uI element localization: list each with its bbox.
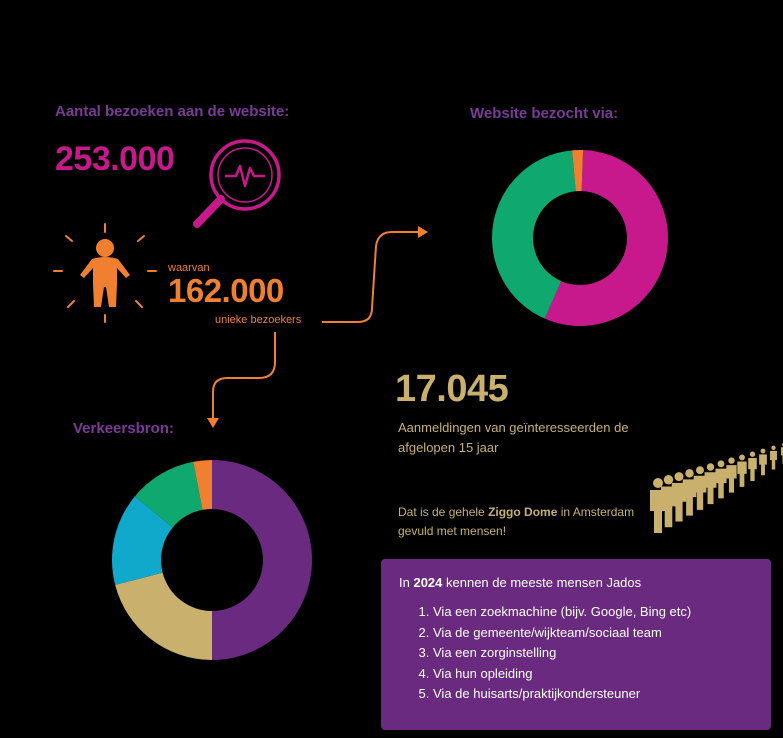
info-box-list (399, 602, 771, 705)
crowd-person (759, 449, 767, 476)
list-item: 2. Via de gemeente/wijkteam/sociaal team (433, 623, 771, 644)
ziggo-text-after: in Amsterdam gevuld met mensen! (398, 505, 635, 538)
person-icon (54, 224, 156, 322)
donut-slice-1 (115, 573, 212, 660)
crowd-person (737, 454, 746, 486)
donut-slice-0 (212, 460, 312, 660)
list-item: 4. Via hun opleiding (433, 664, 771, 685)
list-item: 5. Via de huisarts/praktijkondersteuner (433, 684, 771, 705)
crowd-person (694, 466, 707, 510)
ziggo-text-bold: Ziggo Dome (488, 505, 558, 519)
crowd-person (726, 457, 736, 492)
list-item: 3. Via een zorginstelling (433, 643, 771, 664)
chart-title-traffic-source: Verkeersbron: (73, 420, 174, 437)
intro-before: In (399, 575, 414, 590)
unique-prefix: waarvan (168, 262, 210, 274)
connector-arrow-down (207, 332, 275, 428)
crowd-person (705, 463, 717, 504)
signups-label: Aanmeldingen van geïnteresseerden de afgelopen 15 jaar (398, 420, 629, 455)
chart-title-website-via: Website bezocht via: (470, 105, 619, 122)
donut-chart-website-via (492, 150, 668, 326)
visits-title: Aantal bezoeken aan de website: (55, 103, 290, 120)
connector-arrow-right (322, 226, 428, 322)
magnifier-pulse-icon (197, 141, 279, 224)
info-box (381, 559, 771, 730)
ziggo-dome-text (398, 503, 658, 541)
unique-visitors-label: unieke bezoekers (215, 314, 302, 326)
ziggo-text-before: Dat is de gehele (398, 505, 489, 519)
intro-after: kennen de meeste mensen Jados (442, 575, 642, 590)
donut-chart-traffic-source (112, 460, 312, 660)
crowd-person (748, 452, 757, 482)
visits-value: 253.000 (55, 140, 175, 178)
signups-value: 17.045 (395, 368, 509, 410)
info-box-intro (399, 575, 771, 590)
crowd-person (715, 460, 726, 498)
unique-visitors-value: 162.000 (168, 272, 284, 309)
crowd-person (770, 446, 777, 470)
intro-year: 2024 (413, 575, 443, 590)
list-item: 1. Via een zoekmachine (bijv. Google, Bing etc) (433, 602, 771, 623)
